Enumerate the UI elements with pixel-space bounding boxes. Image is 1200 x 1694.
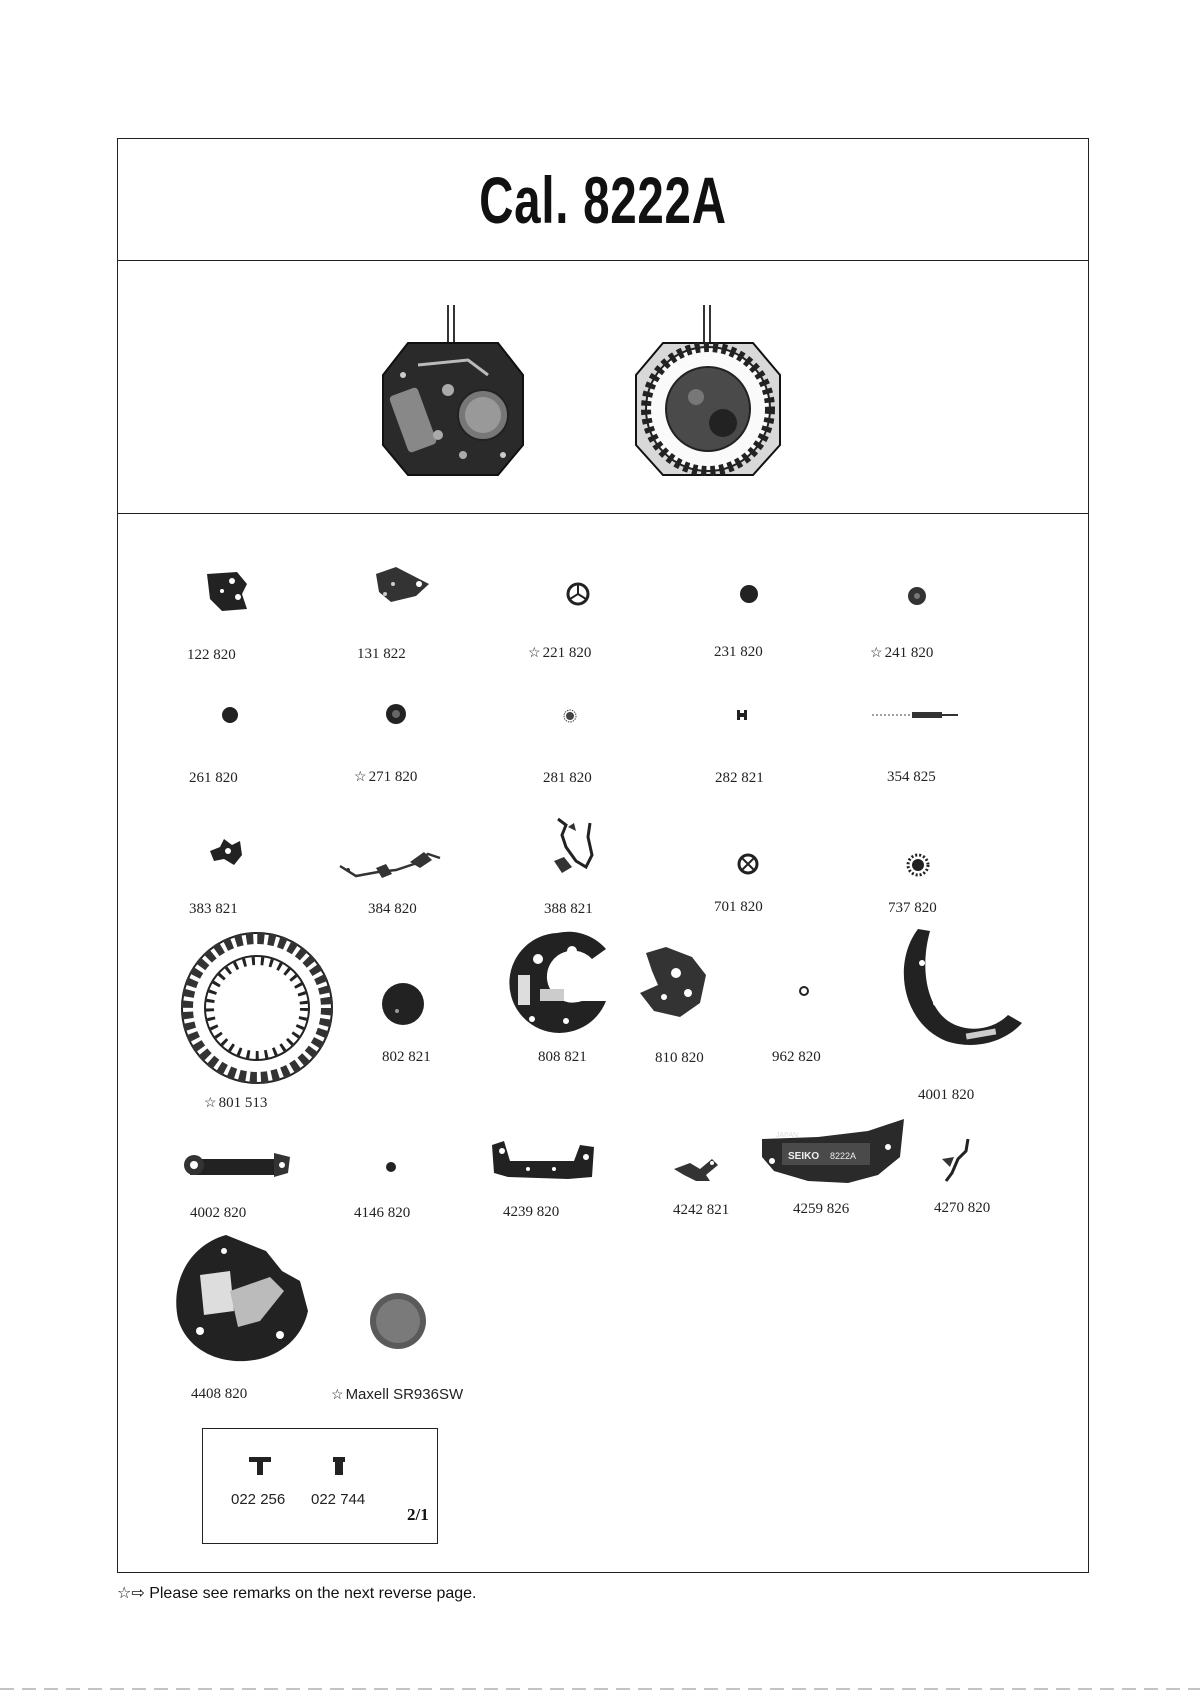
part-241820-image	[906, 585, 928, 607]
part-281820-image	[563, 709, 577, 723]
screw-fraction: 2/1	[407, 1505, 429, 1524]
part-4259826-image	[758, 1117, 908, 1185]
part-label: 810 820	[655, 1050, 704, 1066]
part-label: 808 821	[538, 1049, 587, 1065]
part-388821-image	[548, 817, 598, 879]
part-271820-image	[384, 702, 408, 726]
part-label: ☆ 241 820	[870, 645, 934, 661]
screw-label: 022 744	[311, 1491, 366, 1508]
screw-022256-image	[247, 1455, 273, 1477]
part-383821-image	[206, 837, 246, 869]
part-354825-image	[870, 710, 960, 720]
part-282821-image	[735, 709, 749, 721]
part-label: ☆ 801 513	[204, 1095, 268, 1111]
part-384820-image	[336, 844, 444, 884]
part-label: 4408 820	[191, 1386, 248, 1402]
movement-back-photo	[628, 305, 788, 480]
part-4239820-image	[488, 1137, 598, 1183]
part-label: 388 821	[544, 901, 593, 917]
part-label: ☆ 271 820	[354, 769, 418, 785]
footer-note	[117, 1583, 477, 1603]
part-4270820-image	[936, 1137, 976, 1185]
title-row	[118, 139, 1088, 261]
screw-box	[202, 1428, 438, 1544]
star-icon: ☆	[204, 1096, 217, 1111]
part-131822-image	[371, 564, 436, 609]
part-808821-image	[502, 929, 612, 1037]
star-icon: ☆	[331, 1388, 344, 1403]
part-label: 4002 820	[190, 1205, 247, 1221]
part-4146820-image	[385, 1161, 397, 1173]
part-label: ☆ 221 820	[528, 645, 592, 661]
part-801513-date-dial-image	[178, 929, 336, 1087]
part-802821-image	[380, 981, 426, 1027]
part-label: 701 820	[714, 899, 763, 915]
part-label: 384 820	[368, 901, 417, 917]
star-arrow-icon: ☆⇨	[117, 1585, 145, 1602]
part-label: 281 820	[543, 770, 592, 786]
part-label: 131 822	[357, 646, 406, 662]
part-701820-image	[736, 852, 760, 876]
screw-label: 022 256	[231, 1491, 286, 1508]
screw-022744-image	[331, 1455, 347, 1477]
part-label: 231 820	[714, 644, 763, 660]
part-4242821-image	[670, 1155, 722, 1185]
part-label: 261 820	[189, 770, 238, 786]
star-icon: ☆	[870, 646, 883, 661]
part-4002820-image	[180, 1147, 292, 1183]
plate-japan-text: JAPAN	[776, 1132, 799, 1139]
part-221820-image	[565, 581, 591, 607]
star-icon: ☆	[528, 646, 541, 661]
part-122820-image	[202, 569, 252, 614]
part-962820-image	[798, 985, 810, 997]
part-label: 354 825	[887, 769, 936, 785]
part-label: 4146 820	[354, 1205, 411, 1221]
part-737820-image	[906, 853, 930, 877]
star-icon: ☆	[354, 770, 367, 785]
part-label: 4242 821	[673, 1202, 730, 1218]
plate-model-text: 8222A	[830, 1151, 857, 1161]
part-261820-image	[220, 705, 240, 725]
part-810820-image	[636, 945, 718, 1023]
part-label: 282 821	[715, 770, 764, 786]
scan-artifact	[0, 1688, 1200, 1690]
part-231820-image	[738, 583, 760, 605]
part-label: ☆ Maxell SR936SW	[331, 1386, 464, 1403]
part-4001820-image	[896, 923, 1026, 1053]
part-label: 737 820	[888, 900, 937, 916]
part-4408820-image	[170, 1231, 312, 1365]
part-label: 962 820	[772, 1049, 821, 1065]
part-label: 4270 820	[934, 1200, 991, 1216]
plate-seiko-text: SEIKO	[788, 1151, 820, 1162]
part-label: 4001 820	[918, 1087, 975, 1103]
part-label: 4259 826	[793, 1201, 850, 1217]
part-label: 4239 820	[503, 1204, 560, 1220]
part-label: 383 821	[189, 901, 238, 917]
page-title: Cal. 8222A	[479, 162, 727, 237]
part-label: 122 820	[187, 647, 236, 663]
movement-front-photo	[378, 305, 528, 480]
footer-text: Please see remarks on the next reverse page.	[149, 1585, 477, 1602]
movement-photo-row	[118, 261, 1088, 514]
part-battery-image	[368, 1291, 428, 1351]
catalog-frame	[117, 138, 1089, 1573]
part-label: 802 821	[382, 1049, 431, 1065]
